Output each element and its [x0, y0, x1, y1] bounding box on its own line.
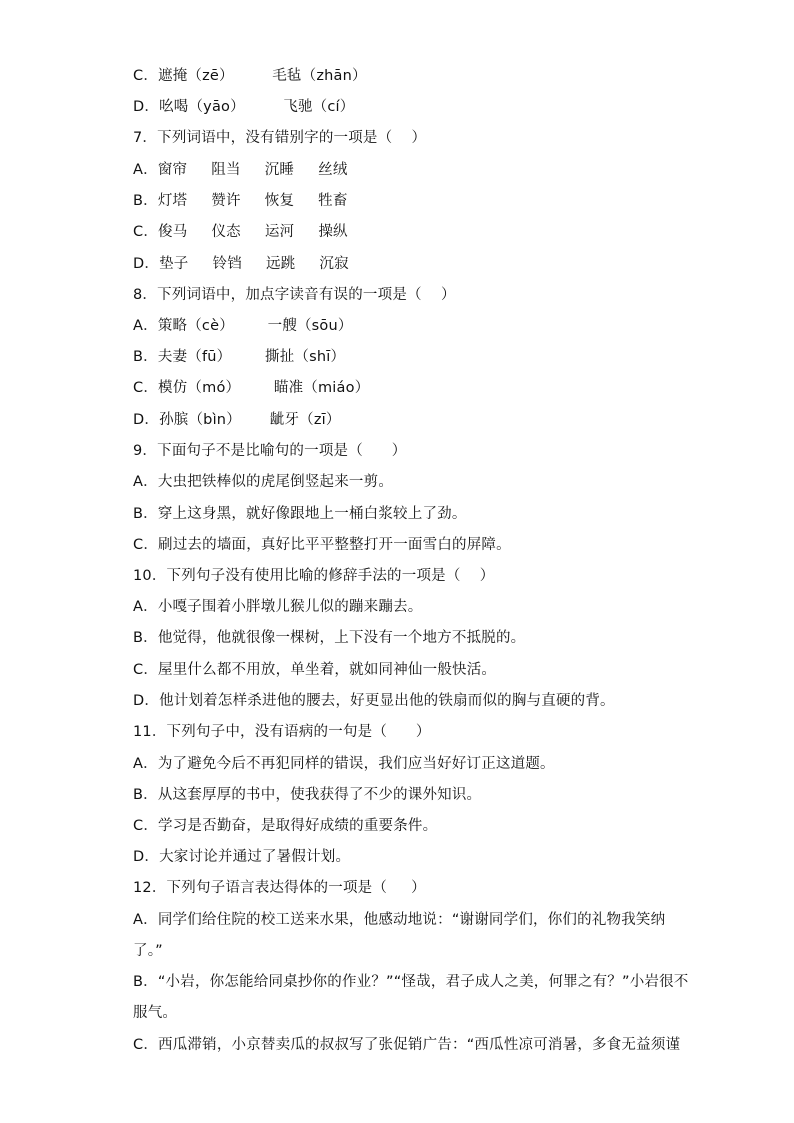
question-8: 8．下列词语中，加点字读音有误的一项是（ ） [133, 287, 456, 303]
question-11: 11．下列句子中，没有语病的一句是（ ） [133, 724, 431, 740]
question-7: 7．下列词语中，没有错别字的一项是（ ） [133, 130, 427, 146]
option-11a: A．为了避免今后不再犯同样的错误，我们应当好好订正这道题。 [133, 756, 555, 772]
option-7c: C．俊马 仪态 运河 操纵 [133, 224, 348, 240]
option-8a: A．策略（cè） 一艘（sōu） [133, 318, 353, 334]
option-6d: D．吆喝（yāo） 飞驰（cí） [133, 99, 355, 115]
option-10b: B．他觉得，他就很像一棵树，上下没有一个地方不抵脱的。 [133, 630, 526, 646]
option-7a: A．窗帘 阻当 沉睡 丝绒 [133, 162, 348, 178]
option-12b: B．“小岩，你怎能给同桌抄你的作业？”“怪哉，君子成人之美，何罪之有？”小岩很不 [133, 974, 689, 990]
option-9c: C．刷过去的墙面，真好比平平整整打开一面雪白的屏障。 [133, 537, 511, 553]
question-12: 12．下列句子语言表达得体的一项是（ ） [133, 880, 426, 896]
option-11b: B．从这套厚厚的书中，使我获得了不少的课外知识。 [133, 787, 482, 803]
question-9: 9．下面句子不是比喻句的一项是（ ） [133, 443, 407, 459]
option-12c: C．西瓜滞销，小京替卖瓜的叔叔写了张促销广告：“西瓜性凉可消暑，多食无益须谨 [133, 1037, 681, 1053]
option-7d: D．垫子 铃铛 远跳 沉寂 [133, 256, 349, 272]
option-9a: A．大虫把铁棒似的虎尾倒竖起来一剪。 [133, 474, 394, 490]
question-10: 10．下列句子没有使用比喻的修辞手法的一项是（ ） [133, 568, 495, 584]
option-8c: C．模仿（mó） 瞄准（miáo） [133, 380, 370, 396]
option-7b: B．灯塔 赞许 恢复 牲畜 [133, 193, 348, 209]
option-10d: D．他计划着怎样杀进他的腰去，好更显出他的铁扇而似的胸与直硬的背。 [133, 693, 615, 709]
option-11d: D．大家讨论并通过了暑假计划。 [133, 849, 351, 865]
option-6c: C．遮掩（zē） 毛毡（zhān） [133, 68, 367, 84]
option-10a: A．小嘎子围着小胖墩儿猴儿似的蹦来蹦去。 [133, 599, 423, 615]
option-8d: D．孙膑（bìn） 龇牙（zī） [133, 412, 341, 428]
option-12b-cont: 服气。 [133, 1005, 178, 1021]
option-11c: C．学习是否勤奋，是取得好成绩的重要条件。 [133, 818, 438, 834]
option-12a: A．同学们给住院的校工送来水果，他感动地说：“谢谢同学们，你们的礼物我笑纳 [133, 912, 666, 928]
option-10c: C．屋里什么都不用放，单坐着，就如同神仙一般快活。 [133, 662, 497, 678]
option-9b: B．穿上这身黑，就好像跟地上一桶白浆较上了劲。 [133, 506, 467, 522]
option-8b: B．夫妻（fū） 撕扯（shī） [133, 349, 346, 365]
option-12a-cont: 了。” [133, 943, 163, 959]
